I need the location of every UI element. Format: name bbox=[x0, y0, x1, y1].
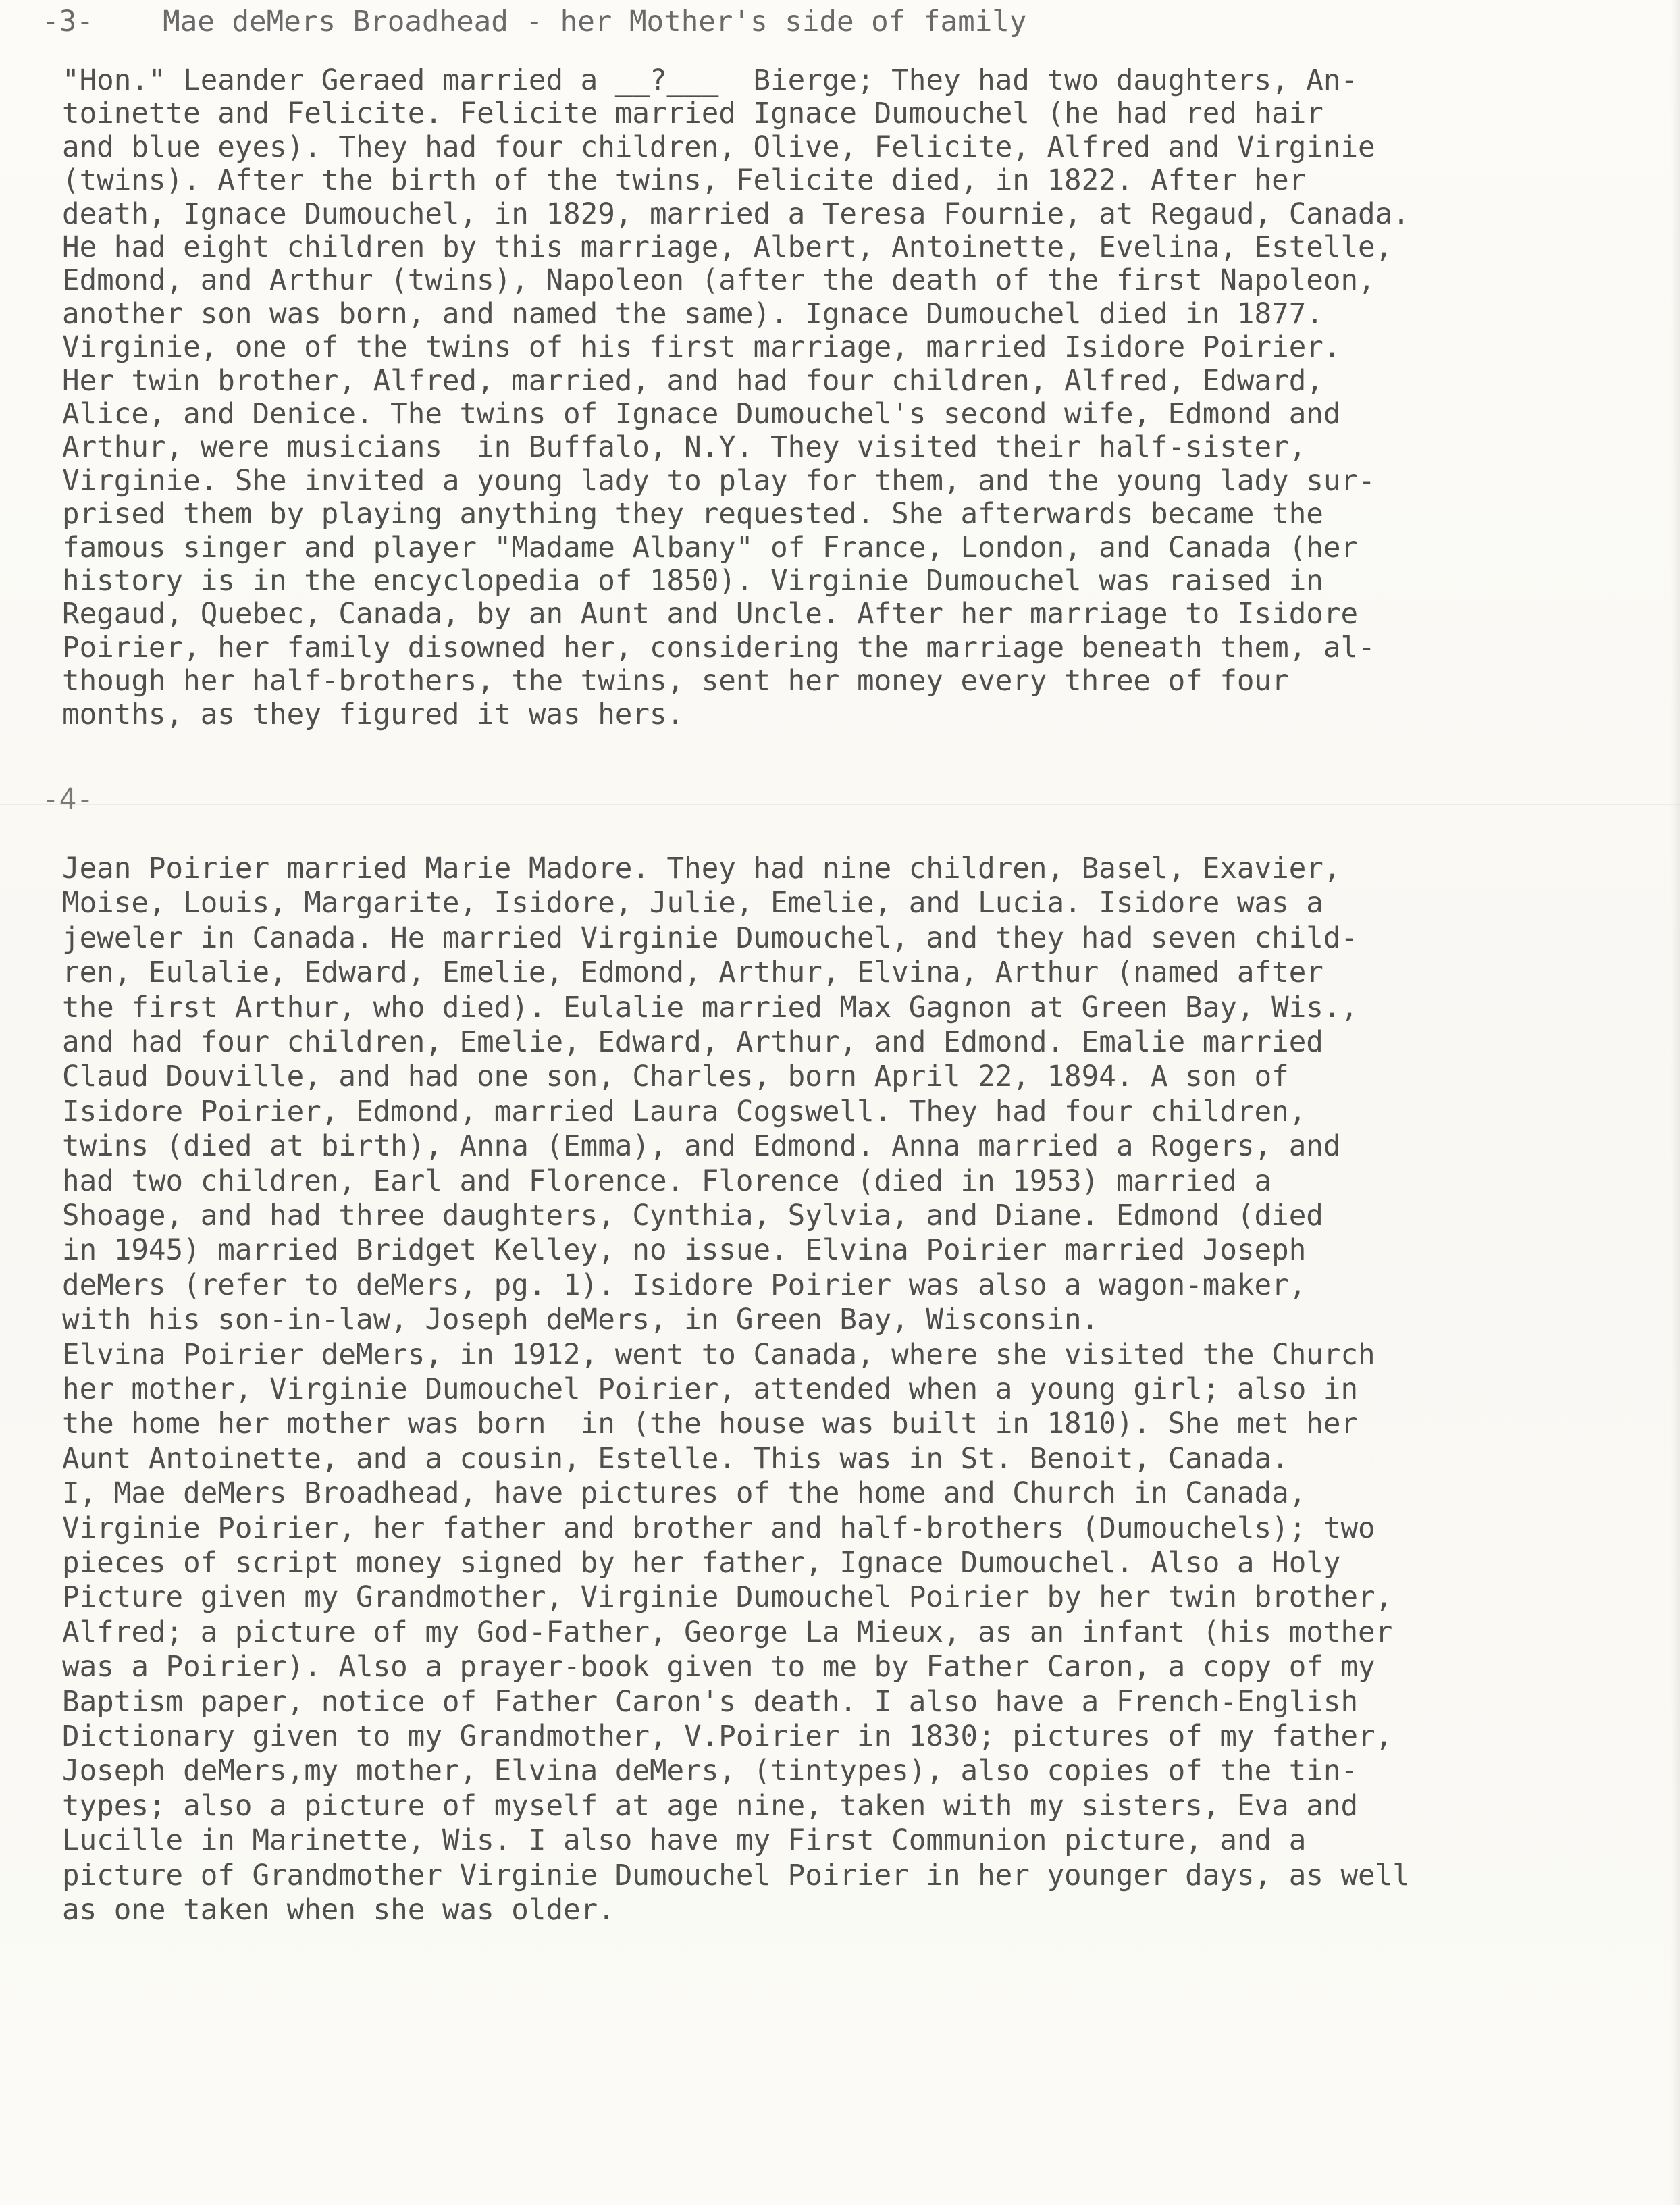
text-line: as one taken when she was older. bbox=[62, 1894, 615, 1927]
text-line: history is in the encyclopedia of 1850). Virginie Dumouchel was raised in bbox=[62, 565, 1323, 598]
text-line: Poirier, her family disowned her, considering the marriage beneath them, al- bbox=[62, 631, 1375, 665]
page-heading: -3- Mae deMers Broadhead - her Mother's side of family bbox=[42, 5, 1027, 38]
text-line: Virginie, one of the twins of his first marriage, married Isidore Poirier. bbox=[62, 331, 1341, 365]
text-line: deMers (refer to deMers, pg. 1). Isidore Poirier was also a wagon-maker, bbox=[62, 1268, 1307, 1302]
section-four-marker: -4- bbox=[42, 783, 94, 816]
text-line: He had eight children by this marriage, Albert, Antoinette, Evelina, Estelle, bbox=[62, 231, 1393, 264]
text-line: twins (died at birth), Anna (Emma), and Edmond. Anna married a Rogers, and bbox=[62, 1130, 1341, 1164]
paper-edge-shadow bbox=[1671, 0, 1680, 2205]
text-line: pieces of script money signed by her father, Ignace Dumouchel. Also a Holy bbox=[62, 1547, 1341, 1580]
text-line: and had four children, Emelie, Edward, Arthur, and Edmond. Emalie married bbox=[62, 1026, 1323, 1059]
text-line: the first Arthur, who died). Eulalie married Max Gagnon at Green Bay, Wis., bbox=[62, 991, 1359, 1024]
text-line: Joseph deMers,my mother, Elvina deMers, (tintypes), also copies of the tin- bbox=[62, 1755, 1359, 1788]
text-line: Aunt Antoinette, and a cousin, Estelle. This was in St. Benoit, Canada. bbox=[62, 1442, 1289, 1476]
text-line: Alice, and Denice. The twins of Ignace Dumouchel's second wife, Edmond and bbox=[62, 398, 1341, 431]
text-line: Virginie Poirier, her father and brother and half-brothers (Dumouchels); two bbox=[62, 1511, 1375, 1545]
text-line: I, Mae deMers Broadhead, have pictures of the home and Church in Canada, bbox=[62, 1477, 1307, 1511]
text-line: months, as they figured it was hers. bbox=[62, 698, 685, 731]
text-line: her mother, Virginie Dumouchel Poirier, attended when a young girl; also in bbox=[62, 1373, 1359, 1406]
text-line: toinette and Felicite. Felicite married Ignace Dumouchel (he had red hair bbox=[62, 97, 1323, 131]
text-line: Regaud, Quebec, Canada, by an Aunt and Uncle. After her marriage to Isidore bbox=[62, 598, 1359, 631]
text-line: jeweler in Canada. He married Virginie Dumouchel, and they had seven child- bbox=[62, 921, 1359, 955]
text-line: ren, Eulalie, Edward, Emelie, Edmond, Arthur, Elvina, Arthur (named after bbox=[62, 956, 1323, 990]
text-line: another son was born, and named the same). Ignace Dumouchel died in 1877. bbox=[62, 297, 1323, 331]
text-line: and blue eyes). They had four children, Olive, Felicite, Alfred and Virginie bbox=[62, 130, 1375, 164]
text-line: Dictionary given to my Grandmother, V.Poirier in 1830; pictures of my father, bbox=[62, 1720, 1393, 1753]
text-line: Moise, Louis, Margarite, Isidore, Julie, Emelie, and Lucia. Isidore was a bbox=[62, 887, 1323, 920]
text-line: Virginie. She invited a young lady to play for them, and the young lady sur- bbox=[62, 464, 1375, 498]
text-line: Jean Poirier married Marie Madore. They had nine children, Basel, Exavier, bbox=[62, 852, 1341, 885]
text-line: famous singer and player "Madame Albany" of France, London, and Canada (her bbox=[62, 531, 1359, 565]
text-line: with his son-in-law, Joseph deMers, in Green Bay, Wisconsin. bbox=[62, 1303, 1099, 1337]
text-line: picture of Grandmother Virginie Dumouchel Poirier in her younger days, as well bbox=[62, 1859, 1410, 1892]
text-line: Shoage, and had three daughters, Cynthia, Sylvia, and Diane. Edmond (died bbox=[62, 1199, 1323, 1233]
text-line: Arthur, were musicians in Buffalo, N.Y. They visited their half-sister, bbox=[62, 431, 1307, 465]
text-line: (twins). After the birth of the twins, Felicite died, in 1822. After her bbox=[62, 164, 1307, 198]
text-line: types; also a picture of myself at age nine, taken with my sisters, Eva and bbox=[62, 1789, 1359, 1823]
text-line: in 1945) married Bridget Kelley, no issue. Elvina Poirier married Joseph bbox=[62, 1234, 1307, 1268]
text-line: had two children, Earl and Florence. Florence (died in 1953) married a bbox=[62, 1164, 1272, 1198]
text-line: Baptism paper, notice of Father Caron's death. I also have a French-English bbox=[62, 1685, 1359, 1719]
text-line: Alfred; a picture of my God-Father, George La Mieux, as an infant (his mother bbox=[62, 1615, 1393, 1649]
text-line: Edmond, and Arthur (twins), Napoleon (after the death of the first Napoleon, bbox=[62, 264, 1375, 298]
paper-fold-line bbox=[0, 804, 1680, 805]
text-line: "Hon." Leander Geraed married a __?___ Bierge; They had two daughters, An- bbox=[62, 64, 1359, 97]
text-line: though her half-brothers, the twins, sent her money every three of four bbox=[62, 665, 1289, 698]
text-line: Isidore Poirier, Edmond, married Laura Cogswell. They had four children, bbox=[62, 1095, 1307, 1129]
text-line: Claud Douville, and had one son, Charles, born April 22, 1894. A son of bbox=[62, 1060, 1289, 1094]
text-line: Elvina Poirier deMers, in 1912, went to Canada, where she visited the Church bbox=[62, 1338, 1375, 1372]
text-line: Picture given my Grandmother, Virginie Dumouchel Poirier by her twin brother, bbox=[62, 1581, 1393, 1615]
text-line: was a Poirier). Also a prayer-book given to me by Father Caron, a copy of my bbox=[62, 1651, 1375, 1684]
text-line: prised them by playing anything they requested. She afterwards became the bbox=[62, 498, 1323, 531]
text-line: death, Ignace Dumouchel, in 1829, married a Teresa Fournie, at Regaud, Canada. bbox=[62, 197, 1410, 231]
text-line: Lucille in Marinette, Wis. I also have my First Communion picture, and a bbox=[62, 1824, 1307, 1858]
text-line: Her twin brother, Alfred, married, and had four children, Alfred, Edward, bbox=[62, 364, 1323, 398]
text-line: the home her mother was born in (the house was built in 1810). She met her bbox=[62, 1407, 1359, 1441]
